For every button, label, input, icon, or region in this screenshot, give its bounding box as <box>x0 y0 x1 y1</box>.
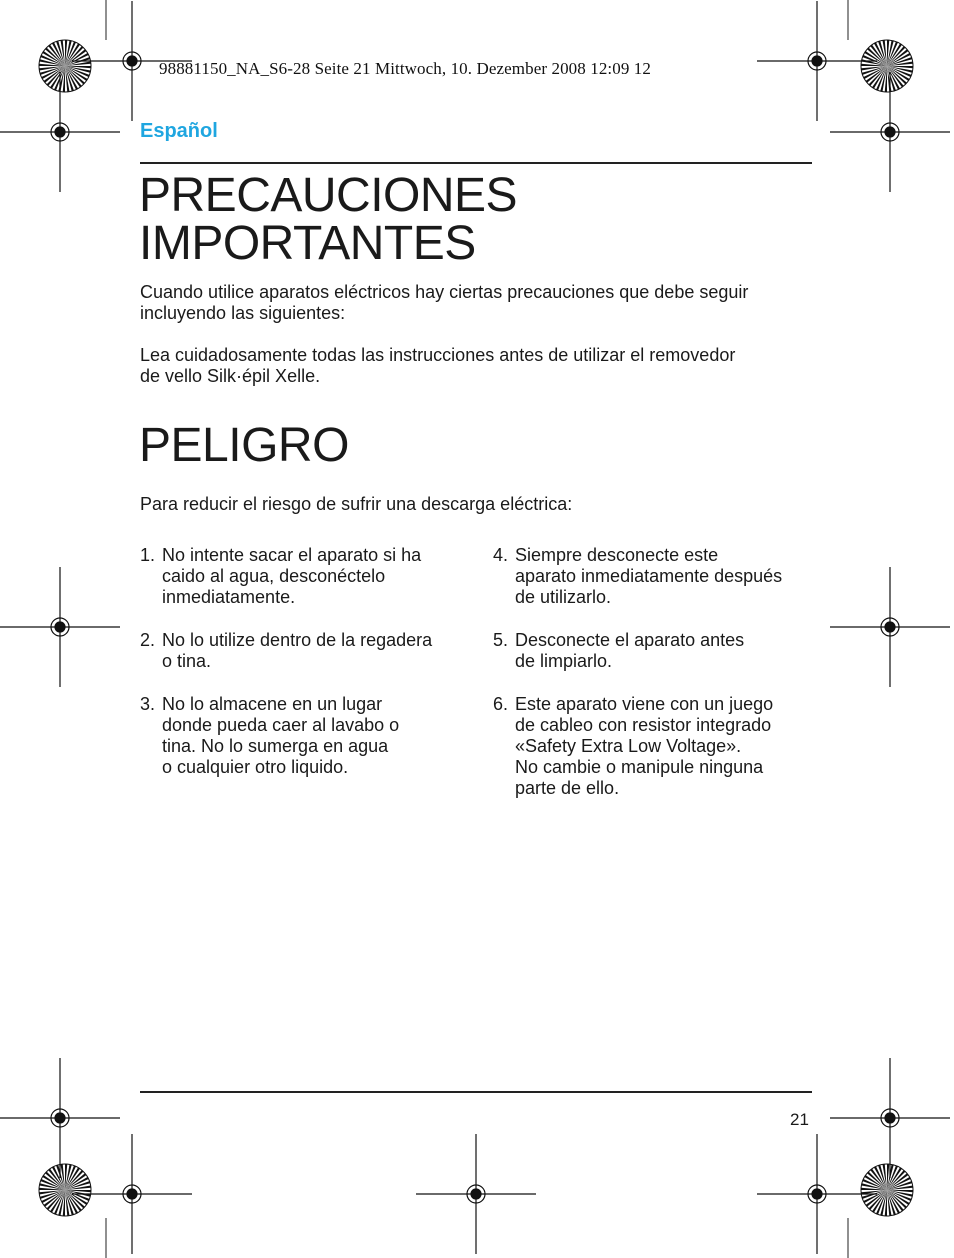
list-item-line: parte de ello. <box>515 778 620 798</box>
list-item-line: o cualquier otro liquido. <box>162 757 349 777</box>
danger-intro: Para reducir el riesgo de sufrir una descarga eléctrica: <box>140 494 573 514</box>
list-item-line: No intente sacar el aparato si ha <box>162 545 422 565</box>
star-target-mark <box>861 1164 913 1216</box>
registration-mark <box>757 1 877 121</box>
heading-line-2: IMPORTANTES <box>139 217 476 270</box>
list-item <box>493 545 823 608</box>
registration-mark <box>830 1058 950 1178</box>
intro-paragraph-1 <box>140 282 820 324</box>
list-item-line: de limpiarlo. <box>515 651 613 671</box>
intro2-line-2: de vello Silk·épil Xelle. <box>140 366 321 386</box>
list-item <box>493 630 823 672</box>
heading-line-1: PRECAUCIONES <box>139 169 518 222</box>
list-item-number: 4. <box>493 545 509 565</box>
star-target-mark <box>39 1164 91 1216</box>
list-item-number: 6. <box>493 694 509 714</box>
intro1-line-2: incluyendo las siguientes: <box>140 303 346 323</box>
heading-precauciones <box>139 169 518 270</box>
list-item <box>140 630 470 672</box>
registration-mark <box>757 1134 877 1254</box>
list-item-line: de cableo con resistor integrado <box>515 715 772 735</box>
page-number: 21 <box>790 1110 809 1129</box>
list-item-number: 3. <box>140 694 156 714</box>
registration-mark <box>72 1134 192 1254</box>
list-item-line: tina. No lo sumerga en agua <box>162 736 389 756</box>
list-item-line: Este aparato viene con un juego <box>515 694 774 714</box>
list-item <box>140 545 470 608</box>
list-item-line: No lo utilize dentro de la regadera <box>162 630 433 650</box>
intro1-line-1: Cuando utilice aparatos eléctricos hay ciertas precauciones que debe seguir <box>140 282 749 302</box>
list-item-number: 5. <box>493 630 509 650</box>
precautions-list-left <box>140 545 470 800</box>
list-item-line: «Safety Extra Low Voltage». <box>515 736 742 756</box>
list-item-line: de utilizarlo. <box>515 587 612 607</box>
list-item-line: donde pueda caer al lavabo o <box>162 715 400 735</box>
star-target-mark <box>861 40 913 92</box>
list-item-line: No cambie o manipule ninguna <box>515 757 764 777</box>
registration-mark <box>0 1058 120 1178</box>
list-item-line: caido al agua, desconéctelo <box>162 566 386 586</box>
list-item-number: 2. <box>140 630 156 650</box>
list-item-line: aparato inmediatamente después <box>515 566 783 586</box>
language-label: Español <box>140 120 218 142</box>
list-item <box>493 694 823 799</box>
list-item-number: 1. <box>140 545 156 565</box>
star-target-mark <box>39 40 91 92</box>
top-rule <box>140 162 812 164</box>
intro-paragraph-2 <box>140 345 820 387</box>
list-item-line: inmediatamente. <box>162 587 296 607</box>
registration-mark <box>830 567 950 687</box>
precautions-list-right <box>493 545 823 821</box>
print-slug: 98881150_NA_S6-28 Seite 21 Mittwoch, 10. Dezember 2008 12:09 12 <box>159 59 652 78</box>
list-item-line: o tina. <box>162 651 212 671</box>
registration-mark <box>416 1134 536 1254</box>
heading-peligro: PELIGRO <box>139 419 349 472</box>
intro2-line-1: Lea cuidadosamente todas las instrucciones antes de utilizar el removedor <box>140 345 736 365</box>
bottom-rule <box>140 1091 812 1093</box>
list-item-line: Siempre desconecte este <box>515 545 719 565</box>
list-item <box>140 694 470 778</box>
registration-mark <box>0 567 120 687</box>
list-item-line: Desconecte el aparato antes <box>515 630 745 650</box>
list-item-line: No lo almacene en un lugar <box>162 694 383 714</box>
